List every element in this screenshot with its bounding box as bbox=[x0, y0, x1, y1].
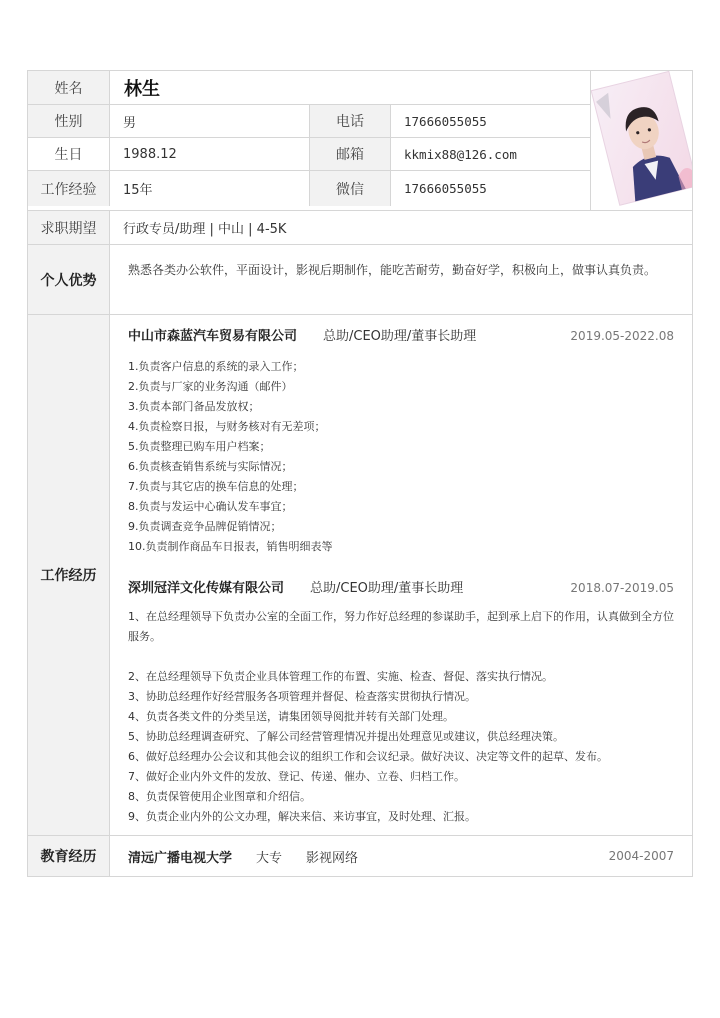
job-intention-row bbox=[28, 211, 692, 245]
duty-item: 1、在总经理领导下负责办公室的全面工作，努力作好总经理的参谋助手，起到承上启下的作用，认真做到全方位服务。 bbox=[128, 610, 674, 643]
job-position: 总助/CEO助理/董事长助理 bbox=[323, 329, 477, 344]
basic-info-block bbox=[28, 71, 692, 211]
gender-value: 男 bbox=[110, 105, 310, 137]
company-name: 中山市森蓝汽车贸易有限公司 bbox=[128, 329, 298, 344]
work-experience-content bbox=[110, 315, 692, 835]
experience-wechat-row bbox=[28, 171, 590, 206]
name-label: 姓名 bbox=[28, 71, 110, 104]
resume-table bbox=[27, 70, 693, 877]
duty-item: 2、在总经理领导下负责企业具体管理工作的布置、实施、检查、督促、落实执行情况。 bbox=[128, 670, 553, 683]
job-position: 总助/CEO助理/董事长助理 bbox=[310, 581, 464, 596]
work-experience-label: 工作经历 bbox=[28, 315, 110, 835]
job-header bbox=[128, 577, 674, 603]
duty-item: 5.负责整理已购车用户档案； bbox=[128, 440, 271, 453]
job-dates: 2019.05-2022.08 bbox=[570, 329, 674, 343]
major: 影视网络 bbox=[306, 850, 359, 866]
job-header bbox=[128, 325, 674, 351]
personal-advantage-row bbox=[28, 245, 692, 315]
school-name: 清远广播电视大学 bbox=[128, 850, 233, 866]
wechat-value: 17666055055 bbox=[404, 181, 487, 196]
birth-email-row bbox=[28, 138, 590, 171]
experience-value: 15年 bbox=[110, 171, 310, 206]
education-label: 教育经历 bbox=[28, 836, 110, 876]
duty-spacer bbox=[128, 647, 674, 667]
gender-phone-row bbox=[28, 105, 590, 138]
duty-item: 1.负责客户信息的系统的录入工作； bbox=[128, 360, 304, 373]
experience-label: 工作经验 bbox=[28, 171, 110, 206]
email-label: 邮箱 bbox=[310, 138, 391, 170]
duty-item: 7、做好企业内外文件的发放、登记、传递、催办、立卷、归档工作。 bbox=[128, 770, 465, 783]
personal-advantage-text: 熟悉各类办公软件，平面设计，影视后期制作，能吃苦耐劳，勤奋好学，积极向上，做事认真负责。 bbox=[128, 263, 657, 277]
duty-item: 9.负责调查竞争品牌促销情况； bbox=[128, 520, 282, 533]
education-content bbox=[110, 836, 692, 876]
phone-label: 电话 bbox=[310, 105, 391, 137]
profile-photo bbox=[590, 71, 692, 210]
company-name: 深圳冠洋文化传媒有限公司 bbox=[128, 581, 285, 596]
work-experience-row bbox=[28, 315, 692, 836]
duty-item: 6、做好总经理办公会议和其他会议的组织工作和会议纪录。做好决议、决定等文件的起草、发布。 bbox=[128, 750, 608, 763]
duty-item: 10.负责制作商品车日报表，销售明细表等 bbox=[128, 540, 333, 553]
basic-info-fields bbox=[28, 71, 590, 210]
duty-item: 6.负责核查销售系统与实际情况； bbox=[128, 460, 293, 473]
job-duties bbox=[128, 607, 674, 827]
education-row bbox=[28, 836, 692, 877]
duty-item: 4、负责各类文件的分类呈送，请集团领导阅批并转有关部门处理。 bbox=[128, 710, 454, 723]
birth-label: 生日 bbox=[28, 138, 110, 170]
duty-item: 7.负责与其它店的换车信息的处理； bbox=[128, 480, 304, 493]
duty-item: 2.负责与厂家的业务沟通（邮件） bbox=[128, 380, 293, 393]
profile-photo-image bbox=[591, 71, 692, 206]
birth-value: 1988.12 bbox=[110, 138, 310, 170]
name-value: 林生 bbox=[124, 78, 160, 100]
duty-item: 8.负责与发运中心确认发车事宜； bbox=[128, 500, 293, 513]
wechat-label: 微信 bbox=[310, 171, 391, 206]
duty-item: 5、协助总经理调查研究、了解公司经营管理情况并提出处理意见或建议，供总经理决策。 bbox=[128, 730, 564, 743]
job-intention-value: 行政专员/助理 | 中山 | 4-5K bbox=[123, 222, 287, 237]
duty-item: 9、负责企业内外的公文办理，解决来信、来访事宜，及时处理、汇报。 bbox=[128, 810, 476, 823]
duty-item: 4.负责检察日报，与财务核对有无差项； bbox=[128, 420, 326, 433]
duty-item: 3、协助总经理作好经营服务各项管理并督促、检查落实贯彻执行情况。 bbox=[128, 690, 476, 703]
education-dates: 2004-2007 bbox=[608, 849, 674, 863]
email-value: kkmix88@126.com bbox=[404, 146, 517, 162]
duty-item: 3.负责本部门备品发放权； bbox=[128, 400, 260, 413]
job-duties bbox=[128, 357, 674, 557]
duty-item: 8、负责保管使用企业图章和介绍信。 bbox=[128, 790, 311, 803]
gender-label: 性别 bbox=[28, 105, 110, 137]
name-row bbox=[28, 71, 590, 105]
personal-advantage-label: 个人优势 bbox=[28, 245, 110, 314]
phone-value: 17666055055 bbox=[404, 113, 487, 129]
job-intention-label: 求职期望 bbox=[28, 211, 110, 244]
job-dates: 2018.07-2019.05 bbox=[570, 581, 674, 595]
degree: 大专 bbox=[256, 850, 283, 866]
